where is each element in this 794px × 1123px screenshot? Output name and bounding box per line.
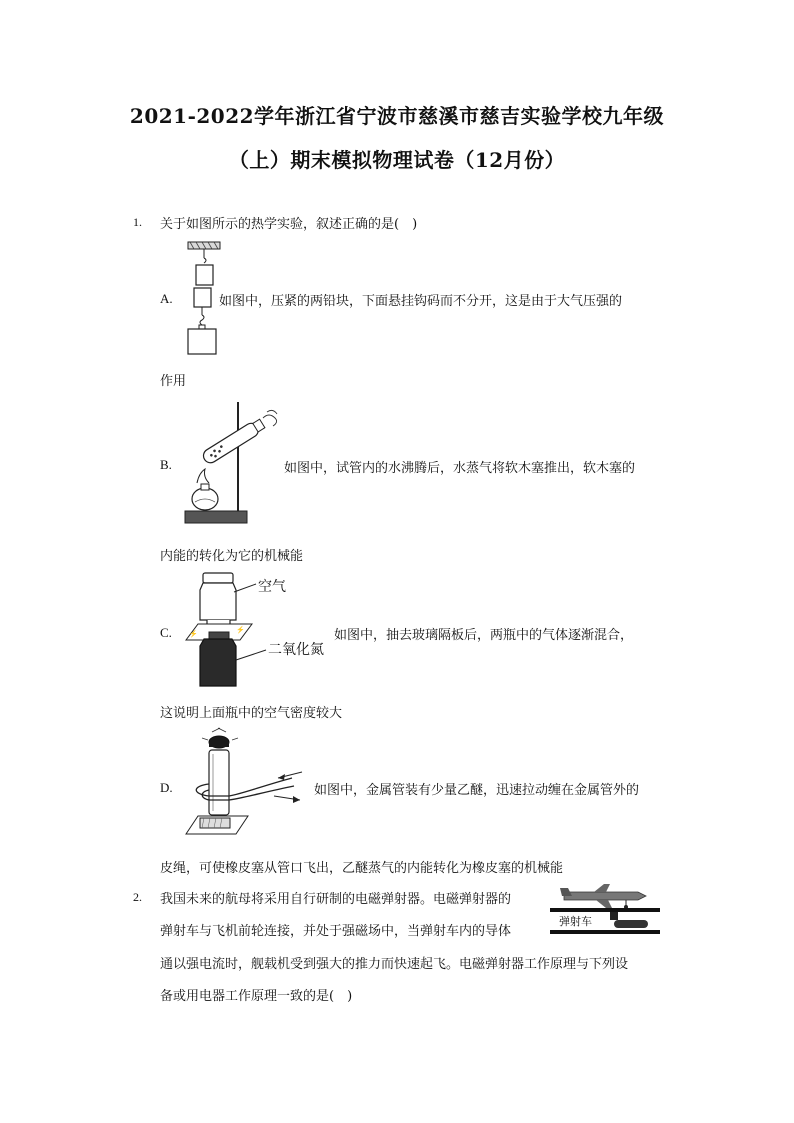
question-1-number: 1. bbox=[133, 215, 142, 229]
option-b-text-cont: 内能的转化为它的机械能 bbox=[160, 549, 304, 564]
ether-tube-figure bbox=[182, 726, 314, 844]
option-a-text-cont: 作用 bbox=[160, 374, 187, 389]
option-d-label: D. bbox=[160, 780, 173, 795]
page-title-line-1: 2021-2022学年浙江省宁波市慈溪市慈吉实验学校九年级 bbox=[129, 104, 665, 128]
nitrogen-dioxide-label: 二氧化氮 bbox=[268, 642, 324, 658]
option-b-text: 如图中，试管内的水沸腾后，水蒸气将软木塞推出，软木塞的 bbox=[284, 461, 636, 476]
option-c-text-cont: 这说明上面瓶中的空气密度较大 bbox=[160, 706, 343, 721]
option-a-text: 如图中，压紧的两铅块，下面悬挂钩码而不分开，这是由于大气压强的 bbox=[219, 294, 623, 309]
question-1-stem: 关于如图所示的热学实验，叙述正确的是( ) bbox=[160, 217, 418, 232]
catapult-figure bbox=[550, 882, 662, 938]
question-2-number: 2. bbox=[133, 890, 142, 904]
test-tube-boiling-figure bbox=[183, 398, 283, 528]
svg-text:⚡: ⚡ bbox=[189, 630, 198, 638]
gas-diffusion-figure bbox=[180, 570, 335, 692]
page-title-line-2: （上）期末模拟物理试卷（12月份） bbox=[228, 148, 566, 172]
option-c-label: C. bbox=[160, 625, 172, 640]
option-d-text-cont: 皮绳，可使橡皮塞从管口飞出，乙醚蒸气的内能转化为橡皮塞的机械能 bbox=[160, 861, 564, 876]
air-label: 空气 bbox=[258, 579, 286, 595]
option-a-label: A. bbox=[160, 291, 173, 306]
question-2-line-3: 通以强电流时，舰载机受到强大的推力而快速起飞。电磁弹射器工作原理与下列设 bbox=[160, 957, 629, 972]
option-c-text: 如图中，抽去玻璃隔板后，两瓶中的气体逐渐混合， bbox=[334, 628, 634, 643]
svg-text:⚡: ⚡ bbox=[236, 626, 245, 634]
question-2-line-2: 弹射车与飞机前轮连接，并处于强磁场中，当弹射车内的导体 bbox=[160, 924, 512, 939]
catapult-label: 弹射车 bbox=[559, 915, 592, 928]
option-b-label: B. bbox=[160, 457, 172, 472]
question-2-line-4: 备或用电器工作原理一致的是( ) bbox=[160, 989, 353, 1004]
option-d-text: 如图中，金属管装有少量乙醚，迅速拉动缠在金属管外的 bbox=[314, 783, 640, 798]
question-2-line-1: 我国未来的航母将采用自行研制的电磁弹射器。电磁弹射器的 bbox=[160, 892, 512, 907]
